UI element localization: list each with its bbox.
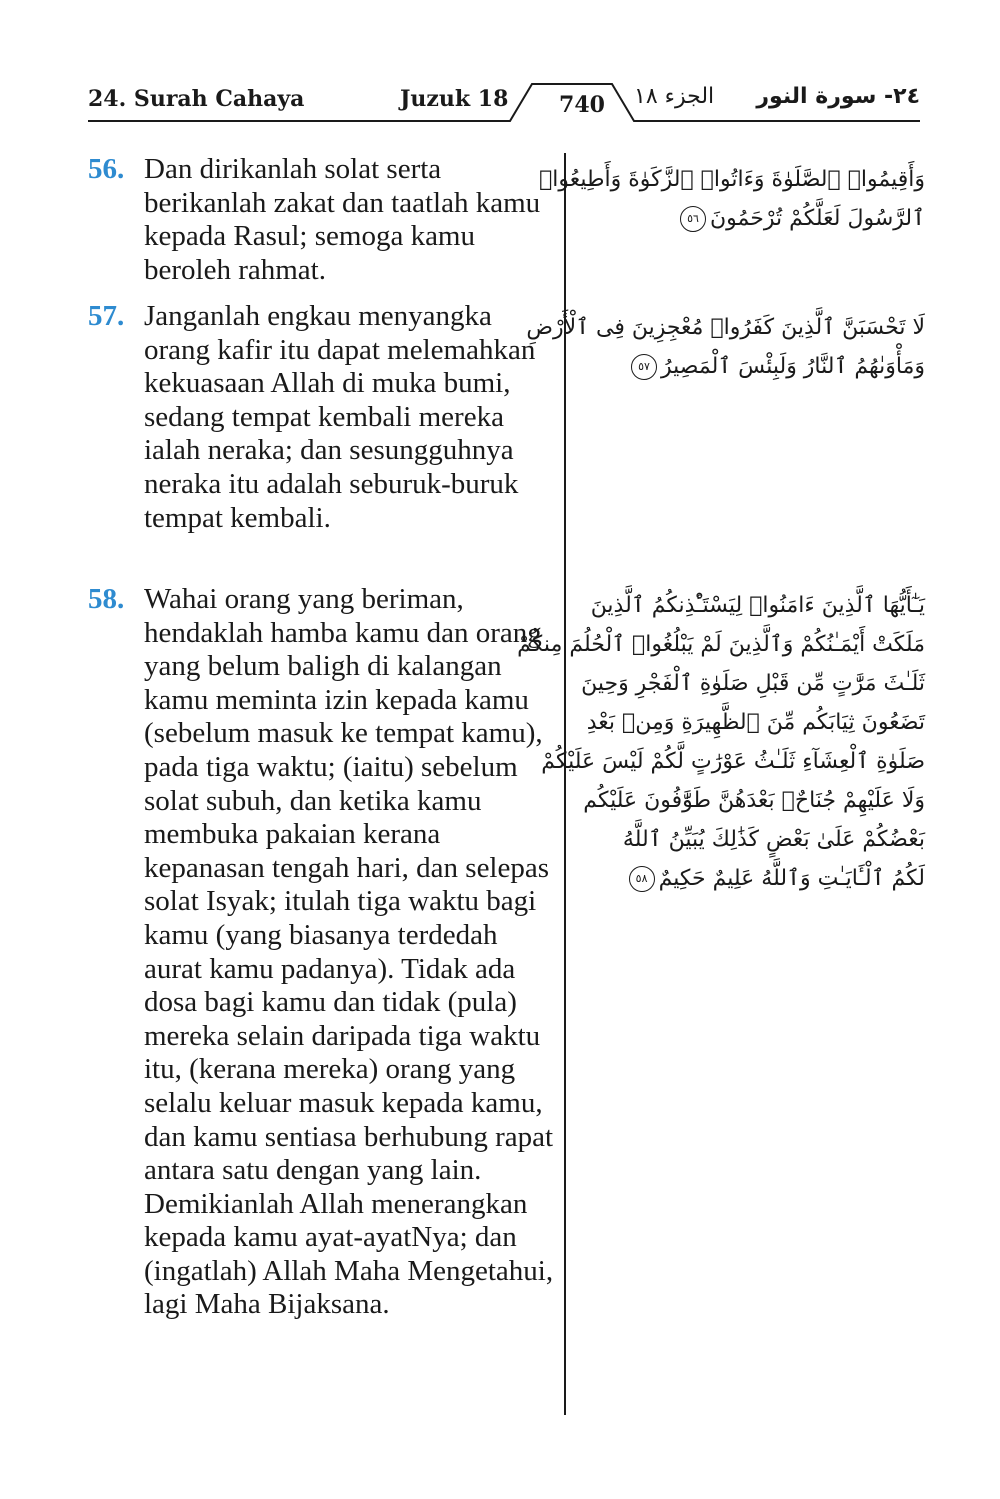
arabic-line: وَأَقِيمُوا۟ ٱلصَّلَوٰةَ وَءَاتُوا۟ ٱلزَّكَوٰةَ وَأَطِيعُوا۟ bbox=[539, 167, 925, 192]
verse-number: 57. bbox=[88, 300, 125, 332]
verse-text: Dan dirikanlah solat serta berikanlah zakat dan taatlah kamu kepada Rasul; semoga kamu beroleh rahmat. bbox=[144, 153, 541, 286]
arabic-line: صَلَوٰةِ ٱلْعِشَآءِ ثَلَـٰثُ عَوْرَٰتٍ لَّكُمْ لَيْسَ عَلَيْكُمْ bbox=[541, 749, 925, 774]
arabic-line: تَضَعُونَ ثِيَابَكُم مِّنَ ٱلظَّهِيرَةِ وَمِنۢ بَعْدِ bbox=[586, 710, 925, 735]
arabic-line: بَعْضُكُمْ عَلَىٰ بَعْضٍ كَذَٰلِكَ يُبَيِّنُ ٱللَّهُ bbox=[622, 827, 925, 852]
verse-translation-56 bbox=[88, 153, 558, 287]
arabic-juz-label: الجزء ١٨ bbox=[634, 84, 715, 109]
verse-text: Janganlah engkau menyangka orang kafir itu dapat melemahkan kekuasaan Allah di muka bumi, sedang tempat kembali mereka ialah neraka; dan sesungguhnya neraka itu adalah seburuk-buruk tempat kembali. bbox=[144, 300, 536, 534]
arabic-line-last bbox=[585, 859, 925, 898]
verse-translation-58 bbox=[88, 583, 558, 1322]
verse-text: Wahai orang yang beriman, hendaklah hamba kamu dan orang yang belum baligh di kalangan kamu meminta izin kepada kamu (sebelum masuk ke tempat kamu), pada tiga waktu; (iaitu) sebelum solat subuh, dan ketika kamu membuka pakaian kerana kepanasan tengah hari, dan selepas solat Isyak; itulah tiga waktu bagi kamu (yang biasanya terdedah aurat kamu padanya). Tidak ada dosa bagi kamu dan tidak (pula) mereka selain daripada tiga waktu itu, (kerana mereka) orang yang selalu keluar masuk kepada kamu, dan kamu sentiasa berhubung rapat antara satu dengan yang lain. Demikianlah Allah menerangkan kepada kamu ayat-ayatNya; dan (ingatlah) Allah Maha Mengetahui, lagi Maha Bijaksana. bbox=[144, 583, 554, 1321]
page-header bbox=[88, 80, 920, 124]
arabic-line: مَلَكَتْ أَيْمَـٰنُكُمْ وَٱلَّذِينَ لَمْ يَبْلُغُوا۟ ٱلْحُلُمَ مِنكُمْ bbox=[517, 632, 925, 657]
verse-number: 58. bbox=[88, 583, 125, 615]
verse-end-marker: ٥٨ bbox=[629, 866, 655, 892]
arabic-verse-57 bbox=[526, 308, 925, 386]
arabic-line-last bbox=[585, 199, 925, 238]
arabic-line: لَكُمُ ٱلْـَٔايَـٰتِ وَٱللَّهُ عَلِيمٌ حَكِيمٌ bbox=[658, 866, 925, 891]
arabic-line: وَلَا عَلَيْهِمْ جُنَاحٌۢ بَعْدَهُنَّ طَوَّٰفُونَ عَلَيْكُم bbox=[583, 788, 925, 813]
verse-end-marker: ٥٧ bbox=[631, 354, 657, 380]
surah-title: 24. Surah Cahaya bbox=[88, 86, 305, 112]
arabic-line: وَمَأْوَىٰهُمُ ٱلنَّارُ وَلَبِئْسَ ٱلْمَصِيرُ bbox=[661, 354, 925, 379]
juz-label: Juzuk 18 bbox=[400, 86, 509, 112]
verse-translation-57 bbox=[88, 300, 558, 535]
arabic-verse-56 bbox=[539, 160, 925, 238]
arabic-verse-58 bbox=[517, 586, 925, 898]
page-number: 740 bbox=[559, 92, 605, 118]
arabic-line: ثَلَـٰثَ مَرَّٰتٍ مِّن قَبْلِ صَلَوٰةِ ٱلْفَجْرِ وَحِينَ bbox=[581, 671, 925, 696]
arabic-line: لَا تَحْسَبَنَّ ٱلَّذِينَ كَفَرُوا۟ مُعْجِزِينَ فِى ٱلْأَرْضِ bbox=[526, 315, 925, 340]
verse-end-marker: ٥٦ bbox=[680, 206, 706, 232]
arabic-line-last bbox=[585, 347, 925, 386]
arabic-line: ٱلرَّسُولَ لَعَلَّكُمْ تُرْحَمُونَ bbox=[710, 206, 925, 231]
arabic-line: يَـٰٓأَيُّهَا ٱلَّذِينَ ءَامَنُوا۟ لِيَسْتَـْٔذِنكُمُ ٱلَّذِينَ bbox=[590, 593, 925, 618]
verse-number: 56. bbox=[88, 153, 125, 185]
arabic-surah-title: ٢٤- سورة النور bbox=[756, 84, 920, 109]
